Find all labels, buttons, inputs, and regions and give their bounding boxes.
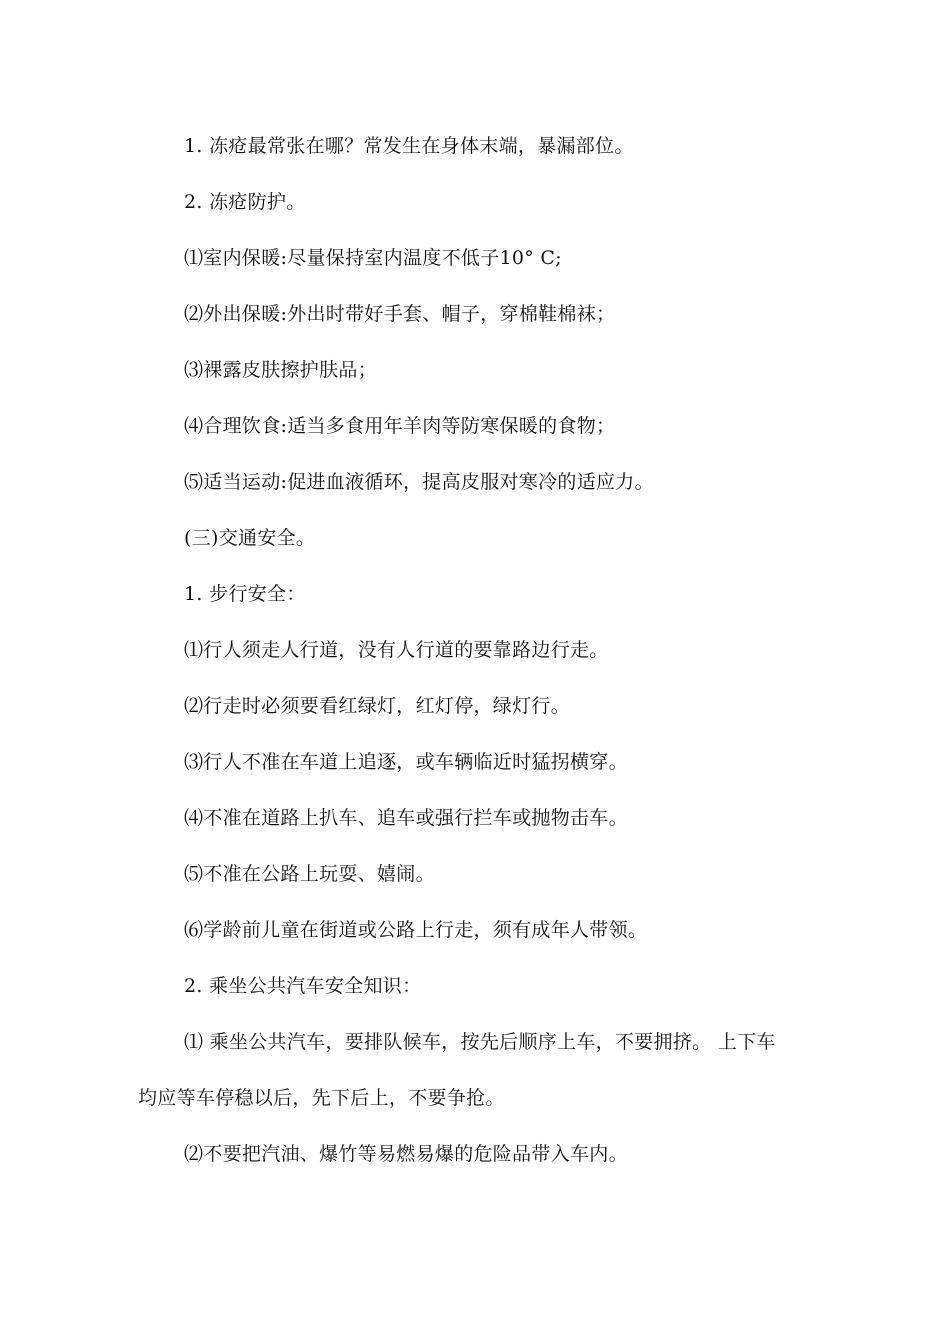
text-line-11: ⑵行走时必须要看红绿灯，红灯停，绿灯行。 <box>184 695 571 717</box>
text-line-5: ⑶裸露皮肤擦护肤品； <box>184 359 378 381</box>
text-line-17: ⑴ 乘坐公共汽车，要排队候车，按先后顺序上车，不要拥挤。 上下车 <box>184 1031 776 1053</box>
text-line-14: ⑸不准在公路上玩耍、嬉闹。 <box>184 863 435 885</box>
text-line-1: 1. 冻疮最常张在哪？常发生在身体末端，暴漏部位。 <box>184 135 634 157</box>
subheading-walking: 1. 步行安全： <box>184 583 306 605</box>
text-line-10: ⑴行人须走人行道，没有人行道的要靠路边行走。 <box>184 639 609 661</box>
text-line-19: ⑵不要把汽油、爆竹等易燃易爆的危险品带入车内。 <box>184 1143 628 1165</box>
section-heading-traffic: (三)交通安全。 <box>184 527 316 549</box>
text-line-17-continued: 均应等车停稳以后，先下后上，不要争抢。 <box>138 1087 505 1109</box>
text-line-6: ⑷合理饮食:适当多食用年羊肉等防寒保暖的食物； <box>184 415 616 437</box>
text-line-3: ⑴室内保暖:尽量保持室内温度不低子10° C; <box>184 247 562 269</box>
text-line-2: 2. 冻疮防护。 <box>184 191 306 213</box>
text-line-7: ⑸适当运动:促进血液循环，提高皮服对寒冷的适应力。 <box>184 471 654 493</box>
text-line-15: ⑹学龄前儿童在街道或公路上行走，须有成年人带领。 <box>184 919 648 941</box>
text-line-4: ⑵外出保暖:外出时带好手套、帽子，穿棉鞋棉袜； <box>184 303 616 325</box>
subheading-bus: 2. 乘坐公共汽车安全知识： <box>184 975 422 997</box>
text-line-12: ⑶行人不准在车道上追逐，或车辆临近时猛拐横穿。 <box>184 751 628 773</box>
text-line-13: ⑷不准在道路上扒车、追车或强行拦车或抛物击车。 <box>184 807 628 829</box>
